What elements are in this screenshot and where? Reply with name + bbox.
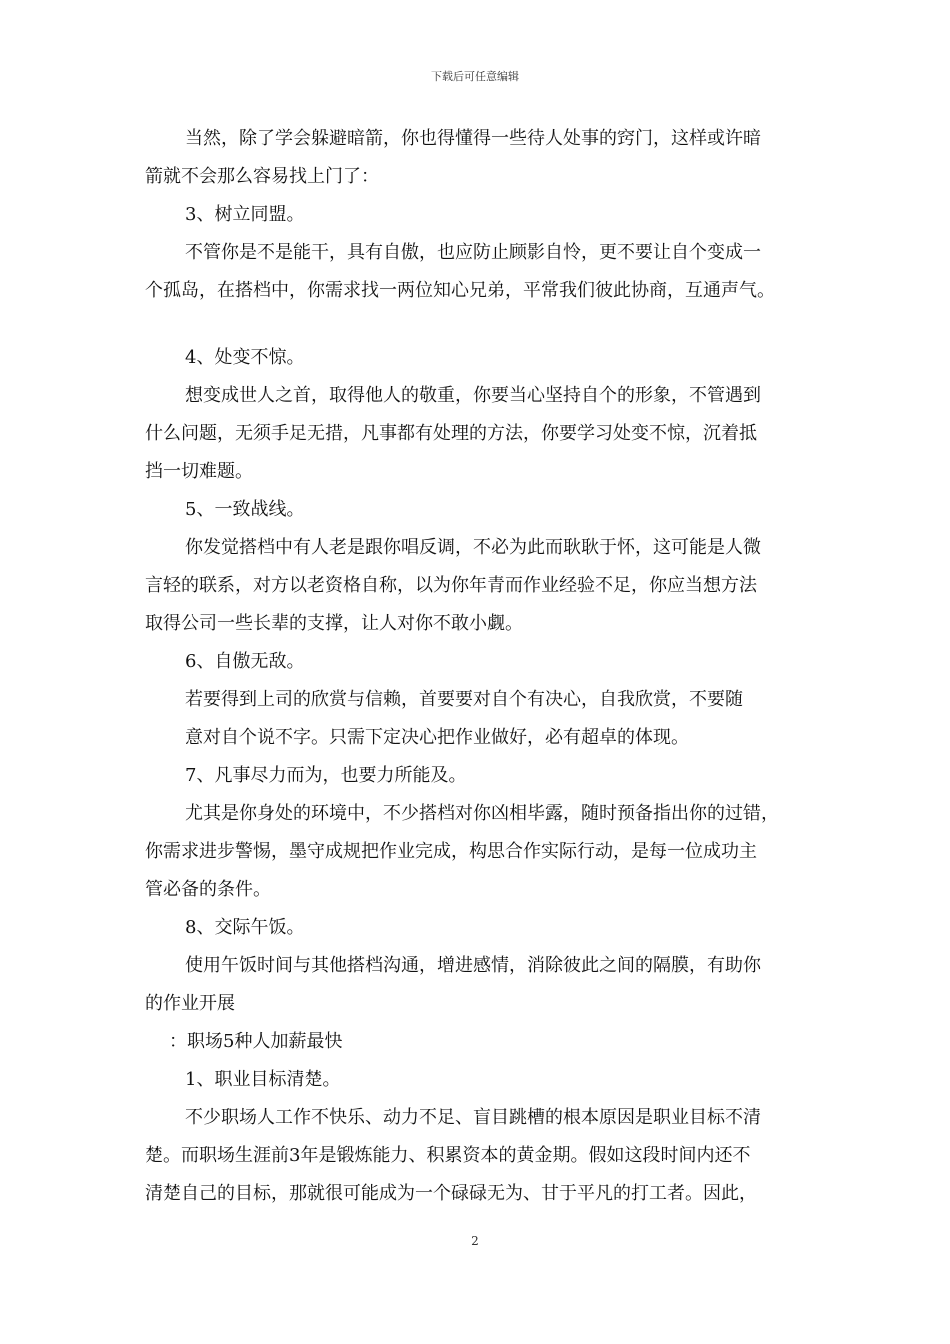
body-line: 想变成世人之首，取得他人的敬重，你要当心坚持自个的形象，不管遇到 [185,385,761,406]
body-line: 的作业开展 [145,993,235,1014]
body-line: 个孤岛，在搭档中，你需求找一两位知心兄弟，平常我们彼此协商，互通声气。 [145,280,775,301]
section-heading: 6、自傲无敌。 [185,651,305,672]
body-line: 箭就不会那么容易找上门了： [145,166,379,187]
body-line: 楚。而职场生涯前3年是锻炼能力、积累资本的黄金期。假如这段时间内还不 [145,1145,751,1166]
section-heading: 3、树立同盟。 [185,204,305,225]
section-heading: ：职场5种人加薪最快 [169,1031,343,1052]
body-line: 若要得到上司的欣赏与信赖，首要要对自个有决心，自我欣赏，不要随 [185,689,743,710]
body-line: 当然，除了学会躲避暗箭，你也得懂得一些待人处事的窍门，这样或许暗 [185,128,761,149]
section-heading: 5、一致战线。 [185,499,305,520]
body-line: 你发觉搭档中有人老是跟你唱反调，不必为此而耿耿于怀，这可能是人微 [185,537,761,558]
page-header: 下载后可任意编辑 [431,70,519,83]
body-line: 不管你是不是能干，具有自傲，也应防止顾影自怜，更不要让自个变成一 [185,242,761,263]
body-line: 取得公司一些长辈的支撑，让人对你不敢小觑。 [145,613,523,634]
body-line: 挡一切难题。 [145,461,253,482]
body-line: 不少职场人工作不快乐、动力不足、盲目跳槽的根本原因是职业目标不清 [185,1107,761,1128]
body-line: 意对自个说不字。只需下定决心把作业做好，必有超卓的体现。 [185,727,689,748]
body-line: 使用午饭时间与其他搭档沟通，增进感情，消除彼此之间的隔膜，有助你 [185,955,761,976]
section-heading: 8、交际午饭。 [185,917,305,938]
section-heading: 4、处变不惊。 [185,347,305,368]
body-line: 尤其是你身处的环境中，不少搭档对你凶相毕露，随时预备指出你的过错， [185,803,779,824]
document-body [145,120,813,1213]
body-line: 你需求进步警惕，墨守成规把作业完成，构思合作实际行动，是每一位成功主 [145,841,757,862]
body-line: 清楚自己的目标，那就很可能成为一个碌碌无为、甘于平凡的打工者。因此， [145,1183,757,1204]
body-line: 什么问题，无须手足无措，凡事都有处理的方法，你要学习处变不惊，沉着抵 [145,423,757,444]
paragraph-gap [145,310,813,339]
body-line: 言轻的联系，对方以老资格自称，以为你年青而作业经验不足，你应当想方法 [145,575,757,596]
section-heading: 1、职业目标清楚。 [185,1069,341,1090]
page-number: 2 [471,1234,479,1248]
body-line: 管必备的条件。 [145,879,271,900]
section-heading: 7、凡事尽力而为，也要力所能及。 [185,765,467,786]
